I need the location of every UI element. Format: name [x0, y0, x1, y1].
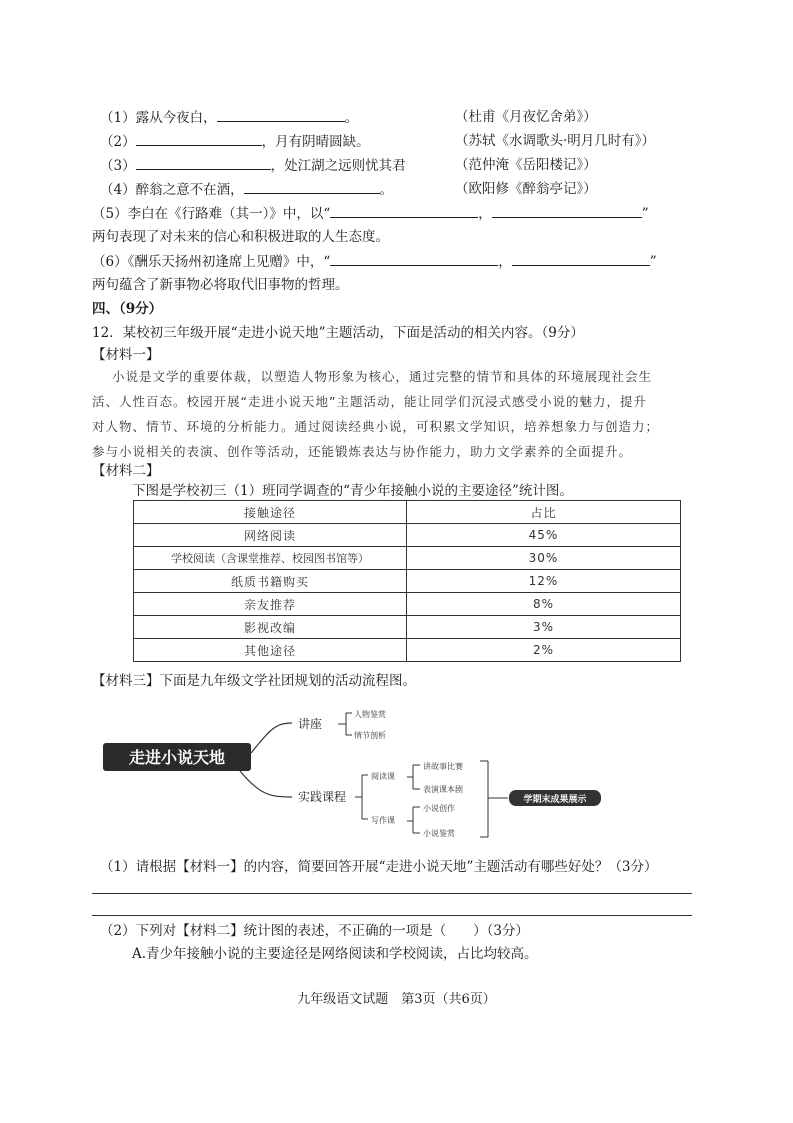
poem-text: 。	[379, 182, 394, 198]
brace	[407, 807, 420, 833]
page-footer: 九年级语文试题 第3页（共6页）	[297, 992, 496, 1007]
activity-flowchart	[0, 695, 793, 845]
poem-source-4: （欧阳修《醉翁亭记》）	[455, 181, 597, 197]
poem-source-3: （范仲淹《岳阳楼记》）	[455, 157, 597, 173]
poem-text: ，月有阴晴圆缺。	[261, 134, 370, 150]
table-cell: 纸质书籍购买	[134, 570, 407, 593]
answer-blank[interactable]	[330, 204, 478, 218]
material-3-intro: 下面是九年级文学社团规划的活动流程图。	[159, 673, 416, 689]
question-12: 12．某校初三年级开展“走进小说天地”主题活动，下面是活动的相关内容。（9分）	[92, 325, 584, 341]
poem-text: 。	[344, 110, 359, 126]
punctuation: ”	[641, 206, 649, 222]
poem-text: 醉翁之意不在酒，	[135, 182, 244, 198]
lecture-item: 人物鉴赏	[354, 710, 386, 719]
answer-blank[interactable]	[217, 108, 345, 122]
poem-line-1	[100, 108, 358, 127]
lecture-item: 情节剖析	[354, 731, 386, 740]
sub-question-2: （2）下列对【材料二】统计图的表述，不正确的一项是（ ）（3分）	[100, 923, 529, 939]
section-heading: 四、（9分）	[92, 301, 163, 317]
answer-blank[interactable]	[136, 156, 271, 170]
answer-blank[interactable]	[492, 204, 642, 218]
group-label: 写作课	[371, 816, 395, 825]
question-number: （3）	[100, 158, 136, 174]
group-label: 阅读课	[371, 772, 395, 781]
poem-line-5	[92, 204, 649, 223]
table-cell: 45%	[407, 524, 681, 547]
lecture-node: 讲座	[298, 717, 323, 731]
table-row	[134, 547, 681, 570]
table-header-row	[134, 501, 681, 524]
brace	[480, 761, 508, 837]
brace	[338, 713, 352, 735]
poem-text: ，处江湖之远则忧其君	[270, 158, 406, 174]
punctuation: ，	[478, 206, 492, 222]
material-2-title: 【材料二】	[92, 463, 160, 479]
poem-source-1: （杜甫《月夜忆舍弟》）	[455, 109, 597, 125]
poem-line-6-cont: 两句蕴含了新事物必将取代旧事物的哲理。	[92, 277, 349, 293]
poem-text: 露从今夜白，	[135, 110, 217, 126]
table-row	[134, 524, 681, 547]
final-result-label: 学期末成果展示	[523, 795, 587, 805]
table-cell: 3%	[407, 616, 681, 639]
answer-blank[interactable]	[512, 252, 650, 266]
answer-blank[interactable]	[330, 252, 498, 266]
table-cell: 网络阅读	[134, 524, 407, 547]
poem-line-6	[92, 252, 657, 271]
course-item: 讲故事比赛	[423, 762, 463, 771]
table-cell: 学校阅读（含课堂推荐、校园图书馆等）	[134, 547, 407, 570]
question-text: （5）李白在《行路难（其一）》中，以“	[92, 206, 331, 222]
material-1-title: 【材料一】	[92, 347, 160, 363]
table-header: 占比	[407, 501, 681, 524]
material-1-line: 小说是文学的重要体裁，以塑造人物形象为核心，通过完整的情节和具体的环境展现社会生	[112, 369, 653, 384]
answer-line[interactable]	[92, 893, 692, 894]
flowchart-root-label: 走进小说天地	[128, 748, 226, 767]
poem-line-3	[100, 156, 406, 175]
punctuation: ”	[649, 254, 657, 270]
poem-line-4	[100, 180, 393, 199]
answer-blank[interactable]	[136, 132, 262, 146]
poem-line-2	[100, 132, 370, 151]
material-1-line: 参与小说相关的表演、创作等活动，还能锻炼表达与协作能力，助力文学素养的全面提升。	[92, 444, 633, 459]
table-cell: 8%	[407, 593, 681, 616]
brace	[355, 775, 368, 819]
table-row	[134, 570, 681, 593]
sub-question-1: （1）请根据【材料一】的内容，简要回答开展“走进小说天地”主题活动有哪些好处？（3分）	[100, 859, 658, 875]
material-1-line: 对人物、情节、环境的分析能力。通过阅读经典小说，可积累文学知识，培养想象力与创造力；	[92, 419, 660, 434]
practice-node: 实践课程	[298, 790, 347, 804]
question-number: （2）	[100, 134, 136, 150]
course-item: 小说鉴赏	[423, 829, 455, 838]
question-number: （4）	[100, 182, 136, 198]
table-header: 接触途径	[134, 501, 407, 524]
question-number: （1）	[100, 110, 136, 126]
table-row	[134, 639, 681, 662]
connector-line	[251, 723, 292, 753]
course-item: 表演课本剧	[423, 785, 463, 794]
statistics-table	[133, 500, 681, 662]
answer-blank[interactable]	[244, 180, 380, 194]
material-3-heading	[92, 672, 416, 690]
material-3-title: 【材料三】	[92, 673, 160, 689]
material-2-intro: 下图是学校初三（1）班同学调查的“青少年接触小说的主要途径”统计图。	[132, 483, 573, 499]
table-cell: 亲友推荐	[134, 593, 407, 616]
option-a: A.青少年接触小说的主要途径是网络阅读和学校阅读，占比均较高。	[132, 946, 538, 962]
table-cell: 影视改编	[134, 616, 407, 639]
punctuation: ，	[498, 254, 512, 270]
connector-line	[240, 771, 292, 797]
answer-line[interactable]	[92, 915, 692, 916]
table-cell: 其他途径	[134, 639, 407, 662]
table-row	[134, 616, 681, 639]
table-cell: 2%	[407, 639, 681, 662]
table-cell: 12%	[407, 570, 681, 593]
table-row	[134, 593, 681, 616]
poem-source-2: （苏轼《水调歌头·明月几时有》）	[455, 133, 656, 149]
brace	[407, 765, 420, 789]
course-item: 小说创作	[423, 804, 455, 813]
material-1-line: 活、人性百态。校园开展“走进小说天地”主题活动，能让同学们沉浸式感受小说的魅力，提升	[92, 394, 647, 409]
question-text: （6）《酬乐天扬州初逢席上见赠》中，“	[92, 254, 331, 270]
table-cell: 30%	[407, 547, 681, 570]
poem-line-5-cont: 两句表现了对未来的信心和积极进取的人生态度。	[92, 229, 389, 245]
